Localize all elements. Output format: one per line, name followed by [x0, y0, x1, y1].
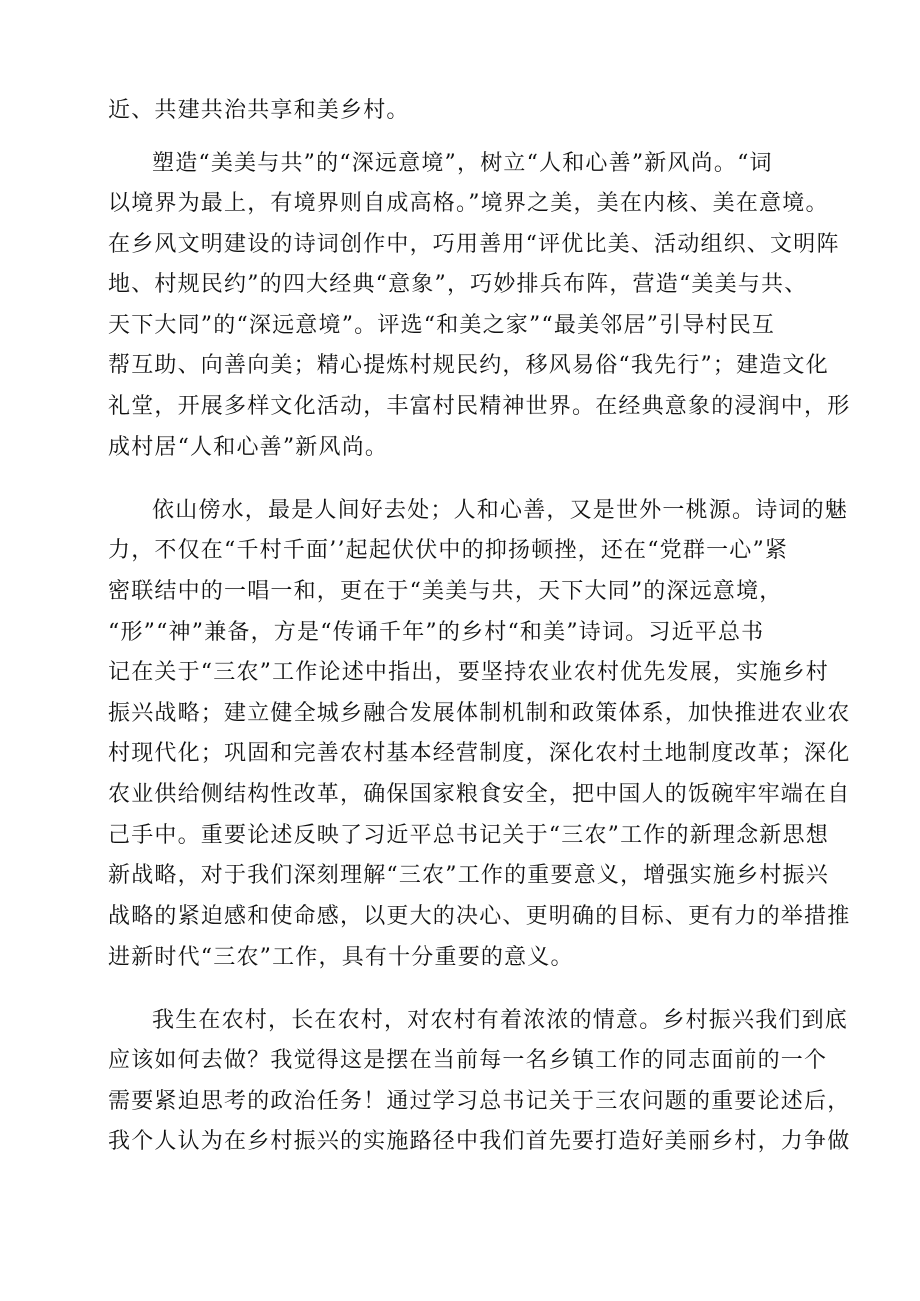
text-line: 农业供给侧结构性改革，确保国家粮食安全，把中国人的饭碗牢牢端在自 [108, 782, 851, 807]
text-line: 记在关于“三农”工作论述中指出，要坚持农业农村优先发展，实施乡村 [108, 660, 829, 685]
text-line: 礼堂，开展多样文化活动，丰富村民精神世界。在经典意象的浸润中，形 [108, 394, 851, 419]
text-line: 力，不仅在“千村千面’’起起伏伏中的抑扬顿挫，还在“党群一心”紧 [108, 538, 789, 563]
text-line: 进新时代“三农”工作，具有十分重要的意义。 [108, 945, 574, 970]
text-line: 成村居“人和心善”新风尚。 [108, 435, 389, 460]
text-line: 天下大同”的“深远意境”。评选“和美之家”“最美邻居”引导村民互 [108, 313, 776, 338]
text-line: 村现代化；巩固和完善农村基本经营制度，深化农村土地制度改革；深化 [108, 741, 851, 766]
text-line: 振兴战略；建立健全城乡融合发展体制机制和政策体系，加快推进农业农 [108, 701, 851, 726]
text-line: 以境界为最上，有境界则自成高格。”境界之美，美在内核、美在意境。 [108, 191, 829, 216]
text-line: 应该如何去做？我觉得这是摆在当前每一名乡镇工作的同志面前的一个 [108, 1048, 828, 1073]
text-line: 新战略，对于我们深刻理解“三农”工作的重要意义，增强实施乡村振兴 [108, 863, 829, 888]
text-line: 在乡风文明建设的诗词创作中，巧用善用“评优比美、活动组织、文明阵 [108, 232, 840, 257]
text-line: “形”“神”兼备，方是“传诵千年”的乡村“和美”诗词。习近平总书 [108, 620, 765, 645]
paragraph-start-line: 我生在农村，长在农村，对农村有着浓浓的情意。乡村振兴我们到底 [152, 1008, 849, 1033]
text-line: 地、村规民约”的四大经典“意象”，巧妙排兵布阵，营造“美美与共、 [108, 272, 808, 297]
text-line: 需要紧迫思考的政治任务！通过学习总书记关于三农问题的重要论述后， [108, 1089, 851, 1114]
text-line: 帮互助、向善向美；精心提炼村规民约，移风易俗“我先行”；建造文化 [108, 353, 829, 378]
text-line: 我个人认为在乡村振兴的实施路径中我们首先要打造好美丽乡村，力争做 [108, 1129, 851, 1154]
text-line: 密联结中的一唱一和，更在于“美美与共，天下大同”的深远意境， [108, 579, 783, 604]
text-line: 近、共建共治共享和美乡村。 [108, 98, 410, 123]
text-line: 己手中。重要论述反映了习近平总书记关于“三农”工作的新理念新思想 [108, 823, 829, 848]
paragraph-start-line: 依山傍水，最是人间好去处；人和心善，又是世外一桃源。诗词的魅 [152, 498, 849, 523]
text-line: 战略的紧迫感和使命感，以更大的决心、更明确的目标、更有力的举措推 [108, 904, 851, 929]
paragraph-start-line: 塑造“美美与共”的“深远意境”，树立“人和心善”新风尚。“词 [152, 151, 773, 176]
